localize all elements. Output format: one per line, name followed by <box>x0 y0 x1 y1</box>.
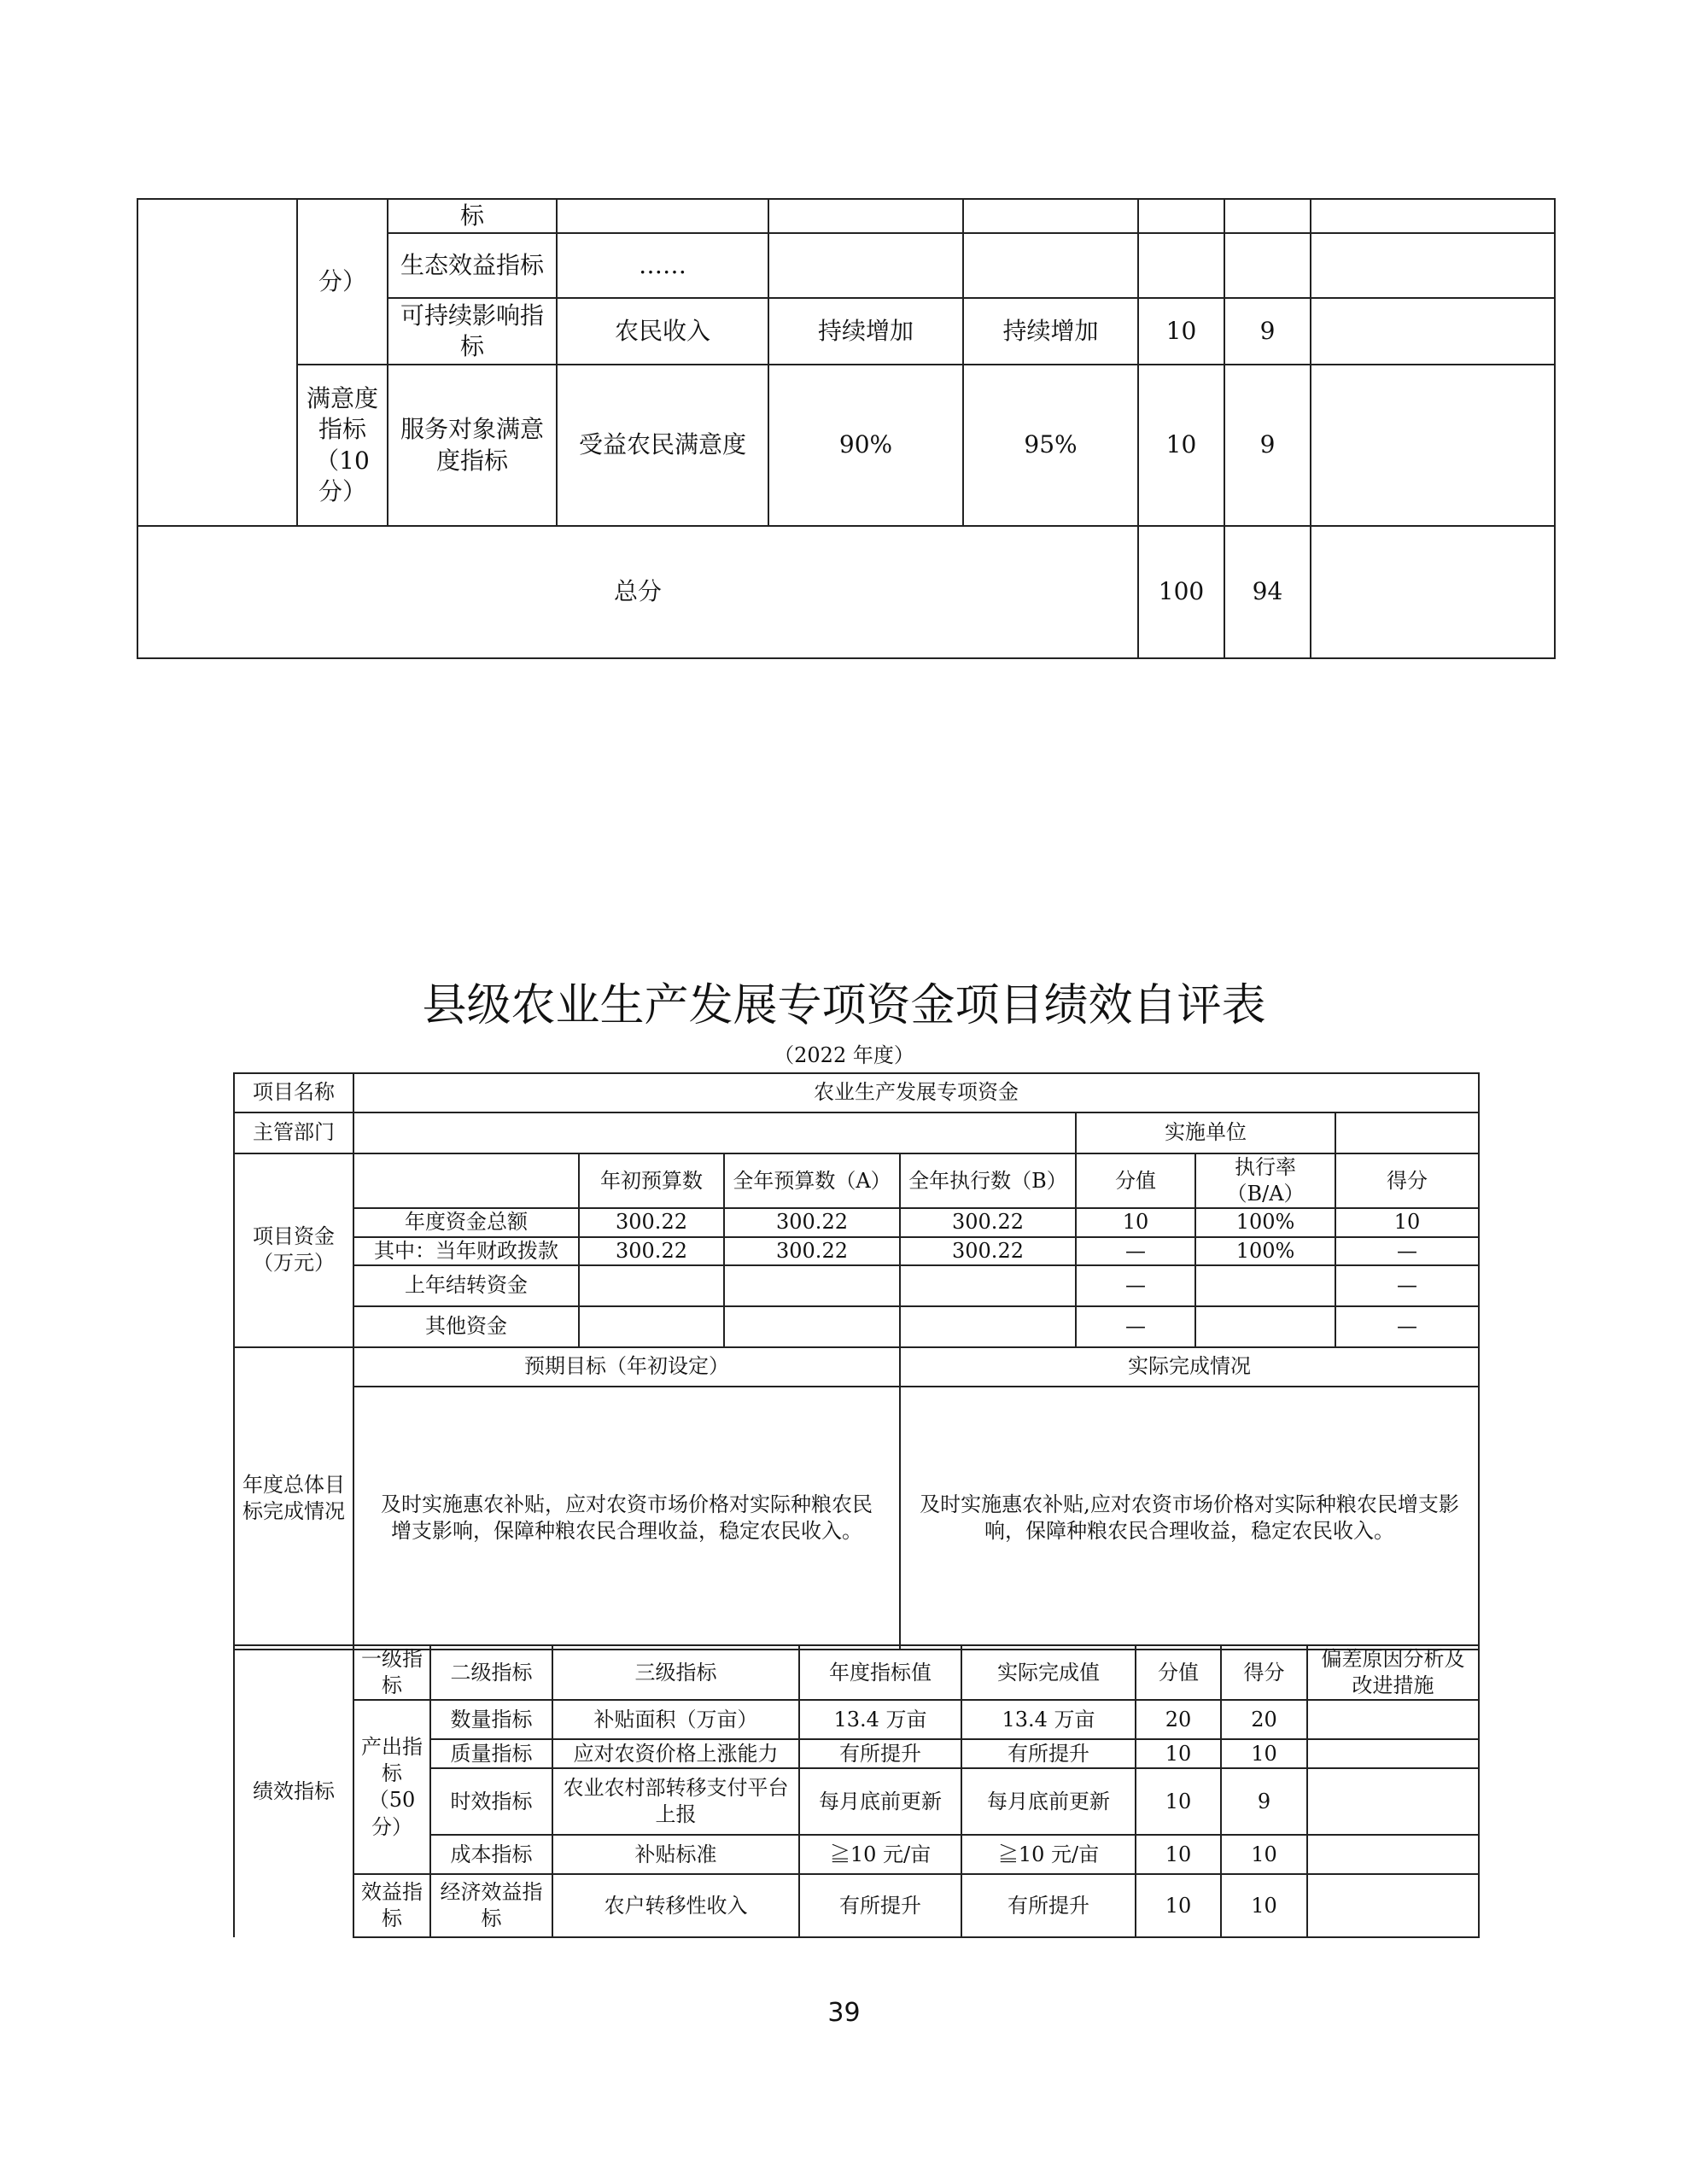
funds-row-name: 其他资金 <box>353 1306 579 1347</box>
funds-cell <box>900 1306 1076 1347</box>
funds-header: 执行率（B/A） <box>1195 1153 1335 1208</box>
cell <box>1138 199 1224 233</box>
project-name-value: 农业生产发展专项资金 <box>353 1073 1479 1112</box>
got-score: 9 <box>1224 298 1311 365</box>
actual-goal-text: 及时实施惠农补贴,应对农资市场价格对实际种粮农民增支影响，保障种粮农民合理收益，稳定农民收入。 <box>900 1387 1479 1650</box>
dept-value <box>353 1112 1076 1153</box>
funds-cell: 10 <box>1335 1208 1479 1236</box>
funds-cell: — <box>1335 1306 1479 1347</box>
perf-header: 得分 <box>1221 1645 1307 1700</box>
perf-header: 偏差原因分析及改进措施 <box>1307 1645 1479 1700</box>
perf-got: 10 <box>1221 1874 1307 1937</box>
cell <box>1311 526 1555 658</box>
perf-score: 10 <box>1136 1768 1221 1835</box>
cell <box>1138 233 1224 298</box>
goals-label: 年度总体目标完成情况 <box>234 1347 353 1650</box>
perf-target: 有所提升 <box>799 1874 961 1937</box>
funds-cell: — <box>1076 1237 1195 1265</box>
perf-header: 分值 <box>1136 1645 1221 1700</box>
perf-actual: 13.4 万亩 <box>961 1700 1136 1739</box>
cell <box>963 199 1138 233</box>
dept-label: 主管部门 <box>234 1112 353 1153</box>
funds-header: 全年预算数（A） <box>724 1153 900 1208</box>
funds-header: 分值 <box>1076 1153 1195 1208</box>
perf-got: 10 <box>1221 1739 1307 1768</box>
funds-label: 项目资金（万元） <box>234 1153 353 1347</box>
page-number: 39 <box>827 1998 861 2028</box>
perf-l3: 补贴标准 <box>552 1835 799 1874</box>
funds-cell: 300.22 <box>724 1237 900 1265</box>
perf-l2: 经济效益指标 <box>430 1874 552 1937</box>
perf-note <box>1307 1739 1479 1768</box>
cell <box>1311 199 1555 233</box>
actual-value: 持续增加 <box>963 298 1138 365</box>
cell <box>768 199 963 233</box>
funds-header-blank <box>353 1153 579 1208</box>
perf-l2: 成本指标 <box>430 1835 552 1874</box>
funds-cell <box>579 1306 724 1347</box>
perf-header: 二级指标 <box>430 1645 552 1700</box>
cell <box>1311 233 1555 298</box>
perf-score: 10 <box>1136 1874 1221 1937</box>
unit-label: 实施单位 <box>1076 1112 1335 1153</box>
funds-cell: 300.22 <box>724 1208 900 1236</box>
perf-actual: 有所提升 <box>961 1739 1136 1768</box>
funds-cell: 300.22 <box>579 1208 724 1236</box>
level1-blank-cell <box>137 199 297 526</box>
perf-actual: 每月底前更新 <box>961 1768 1136 1835</box>
perf-header: 实际完成值 <box>961 1645 1136 1700</box>
cell <box>1311 365 1555 526</box>
funds-cell <box>1195 1265 1335 1306</box>
perf-header: 年度指标值 <box>799 1645 961 1700</box>
perf-target: 每月底前更新 <box>799 1768 961 1835</box>
funds-cell: 300.22 <box>900 1237 1076 1265</box>
unit-value <box>1335 1112 1479 1153</box>
expected-goal-text: 及时实施惠农补贴，应对农资市场价格对实际种粮农民增支影响，保障种粮农民合理收益，稳定农民收入。 <box>353 1387 900 1650</box>
funds-cell <box>579 1265 724 1306</box>
benefit-indicator-tail: 分） <box>297 199 388 365</box>
page-subtitle: （2022 年度） <box>774 1043 914 1067</box>
perf-l3: 农户转移性收入 <box>552 1874 799 1937</box>
perf-target: 13.4 万亩 <box>799 1700 961 1739</box>
self-evaluation-table <box>233 1072 1480 1650</box>
sustainable-indicator: 可持续影响指标 <box>388 298 557 365</box>
target-value: 90% <box>768 365 963 526</box>
eco-benefit-ellipsis: …… <box>557 233 768 298</box>
perf-l3: 农业农村部转移支付平台上报 <box>552 1768 799 1835</box>
score: 10 <box>1138 298 1224 365</box>
funds-header: 年初预算数 <box>579 1153 724 1208</box>
cell <box>768 233 963 298</box>
funds-cell: — <box>1076 1265 1195 1306</box>
perf-target: ≧10 元/亩 <box>799 1835 961 1874</box>
funds-cell: — <box>1335 1237 1479 1265</box>
perf-note <box>1307 1700 1479 1739</box>
funds-row-name: 其中：当年财政拨款 <box>353 1237 579 1265</box>
perf-label: 绩效指标 <box>234 1645 353 1937</box>
benefit-indicator-label: 效益指标 <box>353 1874 430 1937</box>
perf-l3: 补贴面积（万亩） <box>552 1700 799 1739</box>
funds-cell <box>724 1306 900 1347</box>
funds-cell: 100% <box>1195 1208 1335 1236</box>
total-got: 94 <box>1224 526 1311 658</box>
perf-l3: 应对农资价格上涨能力 <box>552 1739 799 1768</box>
got-score: 9 <box>1224 365 1311 526</box>
funds-header: 全年执行数（B） <box>900 1153 1076 1208</box>
funds-cell <box>1195 1306 1335 1347</box>
top-table-continuation <box>137 198 1556 659</box>
cell <box>963 233 1138 298</box>
perf-l2: 数量指标 <box>430 1700 552 1739</box>
perf-actual: 有所提升 <box>961 1874 1136 1937</box>
cell <box>557 199 768 233</box>
funds-header: 得分 <box>1335 1153 1479 1208</box>
score: 10 <box>1138 365 1224 526</box>
page-title: 县级农业生产发展专项资金项目绩效自评表 <box>422 980 1266 1031</box>
perf-header: 一级指标 <box>353 1645 430 1700</box>
funds-cell <box>900 1265 1076 1306</box>
actual-value: 95% <box>963 365 1138 526</box>
satisfaction-indicator: 满意度指标（10分） <box>297 365 388 526</box>
level2-tail: 标 <box>388 199 557 233</box>
perf-got: 9 <box>1221 1768 1307 1835</box>
total-score: 100 <box>1138 526 1224 658</box>
funds-cell: 100% <box>1195 1237 1335 1265</box>
funds-cell: 300.22 <box>579 1237 724 1265</box>
cell <box>1311 298 1555 365</box>
total-label: 总分 <box>137 526 1138 658</box>
output-indicator-label: 产出指标（50分） <box>353 1700 430 1874</box>
perf-l2: 质量指标 <box>430 1739 552 1768</box>
perf-score: 20 <box>1136 1700 1221 1739</box>
perf-note <box>1307 1835 1479 1874</box>
performance-indicators-table <box>233 1644 1480 1938</box>
farmer-income: 农民收入 <box>557 298 768 365</box>
perf-target: 有所提升 <box>799 1739 961 1768</box>
perf-note <box>1307 1874 1479 1937</box>
actual-goal-header: 实际完成情况 <box>900 1347 1479 1387</box>
expected-goal-header: 预期目标（年初设定） <box>353 1347 900 1387</box>
funds-cell: — <box>1335 1265 1479 1306</box>
perf-l2: 时效指标 <box>430 1768 552 1835</box>
perf-got: 20 <box>1221 1700 1307 1739</box>
funds-cell: — <box>1076 1306 1195 1347</box>
farmer-satisfaction: 受益农民满意度 <box>557 365 768 526</box>
perf-note <box>1307 1768 1479 1835</box>
funds-cell: 300.22 <box>900 1208 1076 1236</box>
eco-benefit-indicator: 生态效益指标 <box>388 233 557 298</box>
service-satisfaction: 服务对象满意度指标 <box>388 365 557 526</box>
funds-row-name: 上年结转资金 <box>353 1265 579 1306</box>
funds-cell <box>724 1265 900 1306</box>
perf-header: 三级指标 <box>552 1645 799 1700</box>
cell <box>1224 199 1311 233</box>
perf-got: 10 <box>1221 1835 1307 1874</box>
funds-cell: 10 <box>1076 1208 1195 1236</box>
cell <box>1224 233 1311 298</box>
target-value: 持续增加 <box>768 298 963 365</box>
funds-row-name: 年度资金总额 <box>353 1208 579 1236</box>
perf-score: 10 <box>1136 1835 1221 1874</box>
perf-actual: ≧10 元/亩 <box>961 1835 1136 1874</box>
perf-score: 10 <box>1136 1739 1221 1768</box>
project-name-label: 项目名称 <box>234 1073 353 1112</box>
